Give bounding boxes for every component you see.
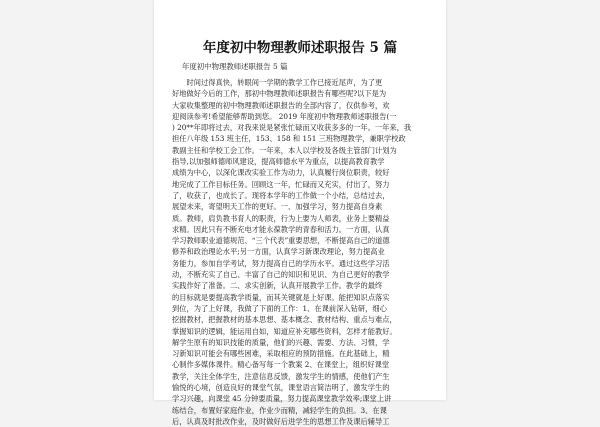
body-text-line: 担任八年级 153 班主任，153、158 和 151 三班物理教学，兼职学校政 [172,134,406,144]
body-text-line: 后，认真及时批改作业，及时做好后进学生的思想工作及课后辅导工 [172,416,390,426]
body-text-line: 的目标就是要提高教学质量，而其关键就是上好课。能把知识点落实 [172,292,390,302]
body-text-line: 学习兴趣，向课堂 45 分钟要质量，努力提高课堂教学效率;课堂上讲 [172,394,392,404]
body-text-line: 心制作多媒体课件。精心备写每一个教案 2、在课堂上，组织好课堂 [172,360,390,370]
body-text-line: 好地做好今后的工作，那初中物理教师述职报告有哪些呢?以下是为 [172,89,387,99]
body-text-line: ) 20**年即将过去，对我来说是紧张忙碌而又收获多多的一年。一年来，我 [172,123,412,133]
body-text-line: 习新知识可能会有哪些困难，采取相应的预防措施。在此基础上，精 [172,349,390,359]
body-text-line: 掌握知识的逻辑，能运用自如，知道应补充哪些资料，怎样才能教好。 [172,326,397,336]
body-text-line: 求精。因此只有不断充电才能永葆教学的青春和活力。一方面，认真 [172,224,390,234]
body-text-line: 指导,以加强师德师风建设，提高师德水平为重点，以提高教育教学 [172,157,385,167]
document-body [172,77,430,427]
body-text-line: 挖掘教材，把握教材的基本思想、基本概念、教材结构、重点与难点， [172,315,397,325]
body-text-line: 学习教师职业道德规范、“三个代表”重要思想，不断提高自己的道德 [172,236,390,246]
body-text-line: 动，不断充实了自己、丰富了自己的知识和见识、为自己更好的教学 [172,270,390,280]
document-page [154,0,446,426]
body-text-line: 教学，关注全体学生，注意信息反馈，激发学生的情感，使他们产生 [172,371,390,381]
document-subtitle: 年度初中物理教师述职报告 5 篇 [182,62,288,71]
body-text-line: 到位，为了上好课，我做了下面的工作：1、在课前深入钻研，细心 [172,303,387,313]
body-text-line: 修养和政治理论水平;另一方面，认真学习新课改理论，努力提高业 [172,247,385,257]
body-text-line: 实践作好了准备。二、求实创新，认真开展教学工作。教学的最终 [172,281,383,291]
body-text-line: 地完成了工作目标任务。回顾这一年，忙碌而又充实，付出了，努力 [172,179,390,189]
body-text-line: 了，收获了，也成长了。现将本学年的工作做一个小结，总结过去， [172,190,390,200]
body-text-line: 解学生原有的知识技能的质量，他们的兴趣、需要、方法、习惯，学 [172,337,390,347]
body-text-line: 质。教师，肩负教书育人的职责，行为上要为人师表，业务上要精益 [172,213,390,223]
body-text-line: 务能力，参加自学考试，努力提高自己的学历水平。通过这些学习活 [172,258,390,268]
body-text-line: 练结合，布置好家庭作业，作业少而精，减轻学生的负担。3、在课 [172,405,387,415]
body-text-line: 迎阅读参考!希望能够帮助到您。 2019 年度初中物理教师述职报告(一 [172,111,397,121]
body-text-line: 成绩为中心，以深化课改实验工作为动力，认真履行岗位职责，较好 [172,168,390,178]
body-text-line: 大家收集整理的初中物理教师述职报告的全部内容了，仅供参考，欢 [172,100,390,110]
body-text-line: 展望未来，寄望明天工作的更好。一、加强学习，努力提高自身素 [172,202,383,212]
document-title: 年度初中物理教师述职报告 5 篇 [202,40,398,56]
body-text-line: 时间过得真快，转眼间一学期的教学工作已接近尾声，为了更 [172,78,383,87]
body-text-line: 愉悦的心境，创造良好的课堂气氛，课堂语言简洁明了，激发学生的 [172,383,390,393]
body-text-line: 教副主任和学校工会工作。一年来，本人以学校及各级主管部门计划为 [172,145,397,155]
